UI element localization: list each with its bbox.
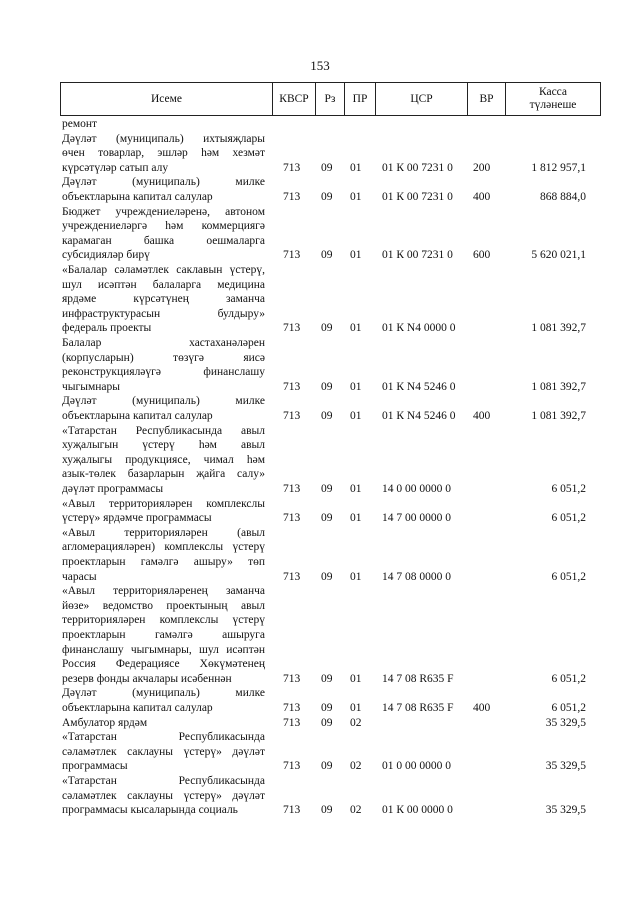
table-row xyxy=(0,205,640,263)
row-kbsr: 713 xyxy=(283,161,301,174)
row-name-line: хуҗалыгы продукциясе, чимал һәм xyxy=(62,453,265,466)
table-header xyxy=(60,82,601,116)
row-amount: 1 081 392,7 xyxy=(531,322,586,335)
row-kbsr: 713 xyxy=(283,322,301,335)
table-row xyxy=(0,394,640,423)
row-name-line: азык-төлек базарларын җайга салу» xyxy=(62,468,265,481)
row-rz: 09 xyxy=(321,804,333,817)
table-row xyxy=(0,686,640,715)
row-rz: 09 xyxy=(321,716,333,729)
row-csr: 14 7 00 0000 0 xyxy=(382,512,451,525)
row-amount: 1 081 392,7 xyxy=(531,380,586,393)
row-csr: 01 К 00 7231 0 xyxy=(382,190,453,203)
row-name-line: дәүләт программасы xyxy=(62,482,164,495)
row-rz: 09 xyxy=(321,570,333,583)
row-rz: 09 xyxy=(321,161,333,174)
row-kbsr: 713 xyxy=(283,716,301,729)
row-kbsr: 713 xyxy=(283,482,301,495)
row-name xyxy=(62,526,265,584)
table-row xyxy=(0,263,640,336)
row-name-line: проектларын гамәлгә ашыру» төп xyxy=(62,555,265,568)
row-name-line: Амбулатор ярдәм xyxy=(62,716,148,729)
header-amount-line2: түләнеше xyxy=(529,99,577,111)
table-row xyxy=(0,730,640,774)
row-name-line: чыгымнары xyxy=(62,380,120,393)
row-pr: 01 xyxy=(350,190,362,203)
header-rz: Рз xyxy=(316,83,345,115)
row-name xyxy=(62,730,265,774)
row-name-line: (корпусларын) төзүгә яисә xyxy=(62,351,265,364)
row-csr: 01 0 00 0000 0 xyxy=(382,760,451,773)
row-amount: 868 884,0 xyxy=(540,190,586,203)
row-name-line: шул исәптән балаларга медицина xyxy=(62,278,265,291)
row-name-line: субсидияләр бирү xyxy=(62,249,150,262)
row-name-line: программасы xyxy=(62,760,128,773)
row-name-line: үстерү» ярдәмче программасы xyxy=(62,512,212,525)
row-name-line: «Авыл территорияләрен (авыл xyxy=(62,526,265,539)
row-name-line: объектларына капитал салулар xyxy=(62,190,213,203)
row-pr: 01 xyxy=(350,380,362,393)
row-name-line: Дәүләт (муниципаль) милке xyxy=(62,395,265,408)
row-name-line: «Авыл территорияләрен комплекслы xyxy=(62,497,265,510)
row-amount: 6 051,2 xyxy=(551,482,586,495)
table-row xyxy=(0,175,640,204)
row-name xyxy=(62,175,265,204)
row-name-line: «Авыл территорияләренең заманча xyxy=(62,585,265,598)
row-pr: 01 xyxy=(350,482,362,495)
row-br: 400 xyxy=(473,409,491,422)
row-name xyxy=(62,394,265,423)
row-pr: 01 xyxy=(350,249,362,262)
row-amount: 1 081 392,7 xyxy=(531,409,586,422)
header-pr: ПР xyxy=(345,83,376,115)
row-csr: 14 7 08 R635 F xyxy=(382,701,454,714)
row-name-line: «Татарстан Республикасында авыл xyxy=(62,424,265,437)
row-pr: 02 xyxy=(350,716,362,729)
row-pr: 01 xyxy=(350,672,362,685)
table-row xyxy=(0,336,640,394)
row-name-line: «Татарстан Республикасында xyxy=(62,731,265,744)
table-row xyxy=(0,132,640,176)
row-rz: 09 xyxy=(321,380,333,393)
row-amount: 5 620 021,1 xyxy=(531,249,586,262)
row-name-line: чарасы xyxy=(62,570,97,583)
row-br: 400 xyxy=(473,701,491,714)
row-name-line: сәламәтлек саклауны үстерү» дәүләт xyxy=(62,745,265,758)
row-name-line: объектларына капитал салулар xyxy=(62,409,213,422)
table-row xyxy=(0,424,640,497)
row-amount: 1 812 957,1 xyxy=(531,161,586,174)
row-br: 400 xyxy=(473,190,491,203)
table-row xyxy=(0,774,640,818)
row-kbsr: 713 xyxy=(283,570,301,583)
row-csr: 01 К 00 7231 0 xyxy=(382,161,453,174)
row-name-line: «Балалар сәламәтлек саклавын үстерү, xyxy=(62,264,265,276)
row-amount: 6 051,2 xyxy=(551,672,586,685)
row-name-line: территорияләрен комплекслы үстерү xyxy=(62,614,265,627)
header-kbsr: КВСР xyxy=(273,83,316,115)
table-row xyxy=(0,716,640,731)
row-name-line: Дәүләт (муниципаль) ихтыяҗлары xyxy=(62,132,265,145)
row-name-line: Дәүләт (муниципаль) милке xyxy=(62,687,265,700)
row-csr: 01 К 00 7231 0 xyxy=(382,249,453,262)
row-csr: 01 К N4 5246 0 xyxy=(382,380,456,393)
row-kbsr: 713 xyxy=(283,804,301,817)
row-rz: 09 xyxy=(321,760,333,773)
row-kbsr: 713 xyxy=(283,249,301,262)
row-amount: 6 051,2 xyxy=(551,512,586,525)
table-row xyxy=(0,526,640,584)
row-name-line: «Татарстан Республикасында xyxy=(62,775,265,787)
row-name xyxy=(62,205,265,263)
header-amount-line1: Касса xyxy=(538,86,568,98)
row-name-line: күрсәтүләр сатып алу xyxy=(62,161,169,174)
row-name xyxy=(62,774,265,818)
row-name-line: сәламәтлек саклауны үстерү» дәүләт xyxy=(62,789,265,802)
row-kbsr: 713 xyxy=(283,409,301,422)
row-name-line: инфраструктурасын булдыру» xyxy=(62,307,265,320)
row-pr: 01 xyxy=(350,161,362,174)
table-row xyxy=(0,497,640,526)
row-name xyxy=(62,117,265,132)
row-amount: 35 329,5 xyxy=(545,716,586,729)
row-rz: 09 xyxy=(321,482,333,495)
row-kbsr: 713 xyxy=(283,190,301,203)
row-name xyxy=(62,336,265,394)
row-name-line: ярдәме күрсәтүнең заманча xyxy=(62,293,265,306)
page-number: 153 xyxy=(310,58,330,73)
row-name-line: резерв фонды акчалары исәбеннән xyxy=(62,672,232,685)
row-csr: 01 К 00 0000 0 xyxy=(382,804,453,817)
row-csr: 14 0 00 0000 0 xyxy=(382,482,451,495)
row-amount: 6 051,2 xyxy=(551,570,586,583)
header-amount xyxy=(506,83,600,115)
row-name xyxy=(62,497,265,526)
row-kbsr: 713 xyxy=(283,512,301,525)
row-name-line: карамаган башка оешмаларга xyxy=(62,234,265,247)
row-pr: 02 xyxy=(350,760,362,773)
row-br: 600 xyxy=(473,249,491,262)
row-kbsr: 713 xyxy=(283,760,301,773)
row-name-line: проектларын гамәлгә ашыруга xyxy=(62,628,265,641)
row-name-line: объектларына капитал салулар xyxy=(62,701,213,714)
row-csr: 01 К N4 5246 0 xyxy=(382,409,456,422)
row-name xyxy=(62,584,265,686)
row-rz: 09 xyxy=(321,249,333,262)
row-name-line: Россия Федерациясе Хөкүмәтенең xyxy=(62,658,265,671)
row-pr: 01 xyxy=(350,570,362,583)
row-pr: 01 xyxy=(350,512,362,525)
row-pr: 01 xyxy=(350,701,362,714)
row-kbsr: 713 xyxy=(283,380,301,393)
row-rz: 09 xyxy=(321,512,333,525)
row-name-line: Балалар хастаханәләрен xyxy=(62,337,265,349)
row-pr: 01 xyxy=(350,409,362,422)
row-name-line: өчен товарлар, эшләр һәм хезмәт xyxy=(62,147,265,160)
row-name xyxy=(62,132,265,176)
row-name-line: ремонт xyxy=(62,118,98,130)
row-name xyxy=(62,686,265,715)
row-name-line: учреждениеләргә һәм коммерциягә xyxy=(62,220,265,233)
row-name-line: агломерацияләрен) комплекслы үстерү xyxy=(62,541,265,554)
row-name-line: федераль проекты xyxy=(62,322,152,335)
row-csr: 14 7 08 0000 0 xyxy=(382,570,451,583)
row-name-line: йөзе» ведомство проектының авыл xyxy=(62,599,265,612)
row-name-line: Дәүләт (муниципаль) милке xyxy=(62,176,265,189)
row-amount: 35 329,5 xyxy=(545,804,586,817)
row-name-line: финанслашу чыгымнары, шул исәптән xyxy=(62,643,265,656)
row-kbsr: 713 xyxy=(283,701,301,714)
row-pr: 01 xyxy=(350,322,362,335)
row-amount: 6 051,2 xyxy=(551,701,586,714)
row-rz: 09 xyxy=(321,701,333,714)
header-br: ВР xyxy=(468,83,506,115)
row-name xyxy=(62,716,265,731)
header-csr: ЦСР xyxy=(376,83,468,115)
row-kbsr: 713 xyxy=(283,672,301,685)
row-name xyxy=(62,263,265,336)
table-row xyxy=(0,584,640,686)
row-rz: 09 xyxy=(321,322,333,335)
header-name: Исеме xyxy=(61,83,273,115)
row-name-line: Бюджет учреждениеләренә, автоном xyxy=(62,205,265,218)
row-rz: 09 xyxy=(321,672,333,685)
row-name-line: программасы кысаларында социаль xyxy=(62,804,238,817)
table-row xyxy=(0,117,640,132)
row-name-line: реконструкцияләүгә финанслашу xyxy=(62,366,265,379)
row-amount: 35 329,5 xyxy=(545,760,586,773)
row-rz: 09 xyxy=(321,409,333,422)
row-rz: 09 xyxy=(321,190,333,203)
row-name-line: хуҗалыгын үстерү һәм авыл xyxy=(62,439,265,452)
row-br: 200 xyxy=(473,161,491,174)
row-csr: 14 7 08 R635 F xyxy=(382,672,454,685)
row-csr: 01 К N4 0000 0 xyxy=(382,322,456,335)
row-name xyxy=(62,424,265,497)
row-pr: 02 xyxy=(350,804,362,817)
